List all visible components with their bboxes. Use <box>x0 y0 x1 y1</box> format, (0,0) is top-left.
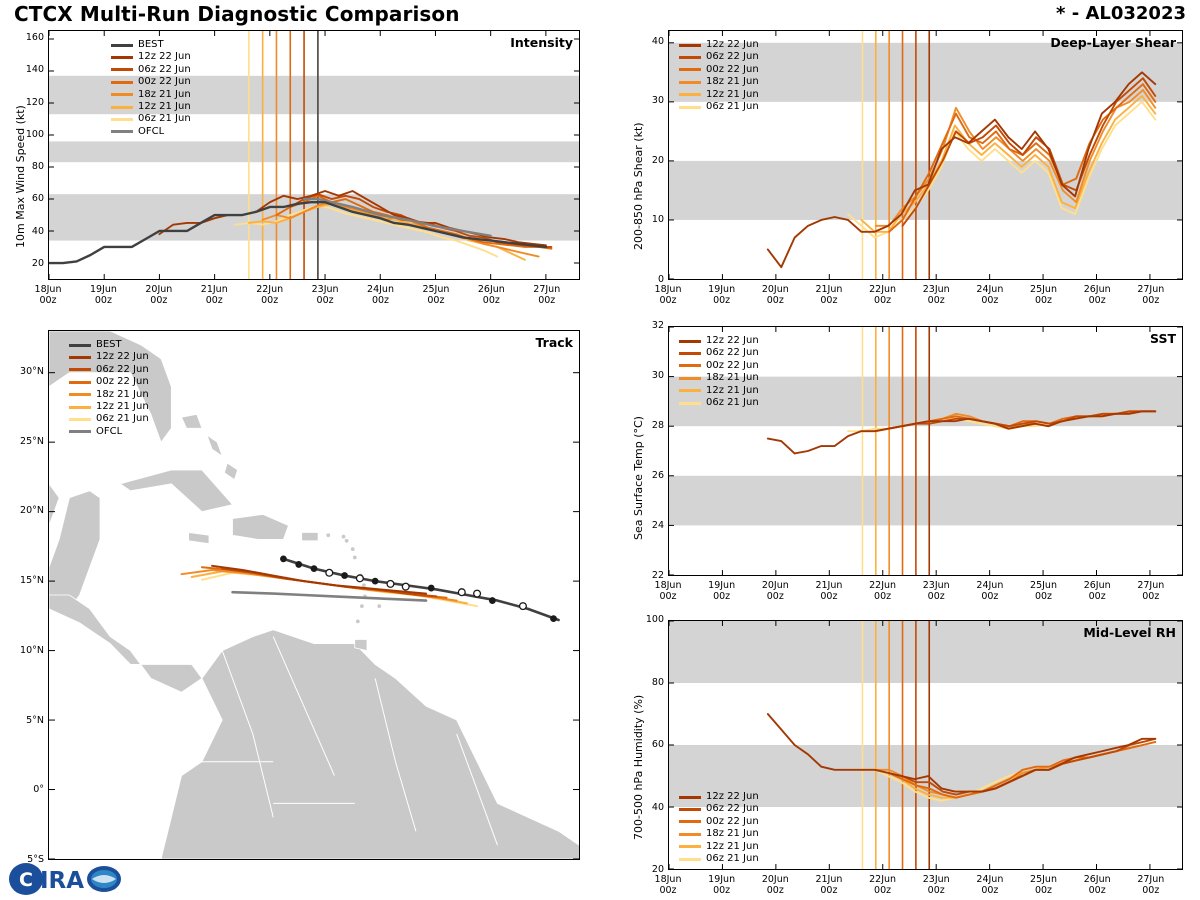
legend-label: 06z 21 Jun <box>706 100 759 112</box>
x-tick-label <box>913 874 959 896</box>
x-tick-date: 20Jun <box>145 284 173 295</box>
x-tick-date: 24Jun <box>367 284 394 295</box>
x-tick-hour: 00z <box>820 885 838 896</box>
x-tick-hour: 00z <box>927 885 945 896</box>
x-tick-label <box>967 874 1013 896</box>
x-tick-label <box>699 284 745 306</box>
x-tick-label <box>1021 874 1067 896</box>
x-tick-hour: 00z <box>1034 885 1053 896</box>
x-tick-date: 22Jun <box>869 580 897 591</box>
x-tick-label <box>468 284 514 306</box>
legend-swatch <box>111 56 133 59</box>
x-tick-hour: 00z <box>874 885 892 896</box>
legend-item-06z-21-jun <box>679 853 759 865</box>
x-tick-label <box>413 284 459 306</box>
x-tick-date: 21Jun <box>200 284 228 295</box>
x-tick-hour: 00z <box>316 295 334 306</box>
x-tick-date: 19Jun <box>708 580 736 591</box>
x-tick-date: 25Jun <box>1030 580 1057 591</box>
legend-label: 06z 21 Jun <box>138 113 191 125</box>
x-tick-label <box>80 284 126 306</box>
x-tick-hour: 00z <box>1142 295 1160 306</box>
legend-item-ofcl <box>69 426 149 438</box>
legend-label: 06z 21 Jun <box>706 852 759 864</box>
legend-swatch <box>111 93 133 96</box>
y-tick-label: 28 <box>651 420 664 431</box>
legend-label: 12z 22 Jun <box>706 791 759 802</box>
legend-swatch <box>69 406 91 409</box>
track-panel <box>48 330 580 860</box>
legend-label: 18z 21 Jun <box>138 88 191 100</box>
x-tick-date: 20Jun <box>761 284 789 295</box>
x-tick-date: 18Jun <box>654 284 682 295</box>
x-tick-hour: 00z <box>820 295 838 306</box>
legend-item-06z-22-jun <box>69 364 149 376</box>
legend-swatch <box>69 418 91 421</box>
legend-swatch <box>111 106 133 109</box>
x-tick-hour: 00z <box>820 591 838 602</box>
y-tick-label: 5°S <box>27 854 44 865</box>
legend-swatch <box>679 44 701 47</box>
legend-swatch <box>679 364 701 367</box>
x-tick-date: 19Jun <box>89 284 117 295</box>
x-tick-label <box>1074 580 1120 602</box>
legend-item-12z-21-jun <box>111 101 191 113</box>
legend-label: 12z 22 Jun <box>706 39 759 50</box>
x-tick-label <box>806 874 852 896</box>
x-tick-label <box>806 284 852 306</box>
x-tick-label <box>1021 580 1067 602</box>
x-tick-hour: 00z <box>205 295 223 306</box>
legend-label: 06z 22 Jun <box>706 347 759 359</box>
legend-label: 12z 21 Jun <box>706 840 759 852</box>
legend-swatch <box>69 344 91 347</box>
legend-item-18z-21-jun <box>679 828 759 840</box>
sst-panel <box>668 326 1183 576</box>
x-tick-label <box>25 284 71 306</box>
legend-item-00z-22-jun <box>69 376 149 388</box>
intensity-y-axis-label: 10m Max Wind Speed (kt) <box>14 105 27 248</box>
legend-swatch <box>111 68 133 71</box>
legend-label: 12z 21 Jun <box>138 100 191 112</box>
x-tick-label <box>967 284 1013 306</box>
x-tick-hour: 00z <box>1142 591 1160 602</box>
y-tick-label: 22 <box>651 570 664 581</box>
legend-item-18z-21-jun <box>679 372 759 384</box>
legend-label: 00z 22 Jun <box>706 815 759 827</box>
x-tick-date: 19Jun <box>708 874 736 885</box>
y-tick-label: 15°N <box>20 575 44 587</box>
legend-item-06z-22-jun <box>679 347 759 359</box>
legend-swatch <box>111 81 133 84</box>
x-tick-date: 26Jun <box>477 284 505 295</box>
legend-item-best <box>111 39 191 51</box>
legend-swatch <box>679 352 701 355</box>
legend-item-00z-22-jun <box>679 360 759 372</box>
legend-label: 18z 21 Jun <box>96 388 149 400</box>
legend-swatch <box>111 44 133 47</box>
x-tick-hour: 00z <box>659 591 677 602</box>
legend-item-06z-22-jun <box>679 51 759 63</box>
legend-label: OFCL <box>138 125 165 137</box>
x-tick-date: 21Jun <box>815 580 843 591</box>
intensity-legend <box>111 39 191 138</box>
y-tick-label: 40 <box>651 35 664 47</box>
legend-swatch <box>111 118 133 121</box>
legend-swatch <box>679 858 701 861</box>
x-tick-date: 18Jun <box>34 284 62 295</box>
y-tick-label: 100 <box>25 128 44 140</box>
y-tick-label: 30 <box>651 95 664 107</box>
x-tick-label <box>1128 874 1174 896</box>
y-tick-label: 140 <box>25 64 44 76</box>
legend-item-18z-21-jun <box>111 89 191 101</box>
y-tick-label: 20 <box>651 154 664 166</box>
x-tick-hour: 00z <box>766 591 784 602</box>
x-tick-label <box>860 874 906 896</box>
x-tick-label <box>247 284 293 306</box>
sst-y-axis-label: Sea Surface Temp (°C) <box>632 416 645 540</box>
shear-panel <box>668 30 1183 280</box>
legend-item-06z-21-jun <box>111 113 191 125</box>
x-tick-hour: 00z <box>766 295 784 306</box>
svg-text:C: C <box>19 869 33 891</box>
x-tick-hour: 00z <box>659 295 677 306</box>
x-tick-label <box>860 580 906 602</box>
x-tick-date: 26Jun <box>1083 874 1111 885</box>
legend-item-ofcl <box>111 126 191 138</box>
legend-swatch <box>679 68 701 71</box>
x-tick-hour: 00z <box>766 885 784 896</box>
x-tick-label <box>302 284 348 306</box>
x-tick-hour: 00z <box>981 295 999 306</box>
x-tick-label <box>524 284 570 306</box>
x-tick-date: 27Jun <box>533 284 561 295</box>
legend-swatch <box>679 389 701 392</box>
x-tick-date: 23Jun <box>922 284 950 295</box>
sst-panel-title: SST <box>1150 331 1176 346</box>
x-tick-date: 23Jun <box>311 284 339 295</box>
legend-item-18z-21-jun <box>69 389 149 401</box>
y-tick-label: 10°N <box>20 644 44 656</box>
x-tick-date: 24Jun <box>976 284 1004 295</box>
legend-label: OFCL <box>96 425 123 437</box>
x-tick-date: 18Jun <box>654 874 682 885</box>
legend-swatch <box>679 377 701 380</box>
legend-label: 06z 22 Jun <box>706 51 759 63</box>
x-tick-label <box>752 874 798 896</box>
legend-label: BEST <box>96 339 122 350</box>
x-tick-date: 25Jun <box>422 284 450 295</box>
x-tick-hour: 00z <box>927 591 945 602</box>
x-tick-date: 25Jun <box>1030 874 1057 885</box>
x-tick-label <box>645 284 691 306</box>
shear-legend <box>679 39 759 113</box>
x-tick-date: 18Jun <box>654 580 682 591</box>
legend-label: 06z 22 Jun <box>706 803 759 815</box>
legend-item-12z-21-jun <box>69 401 149 413</box>
x-tick-hour: 00z <box>482 295 500 306</box>
x-tick-date: 27Jun <box>1137 580 1165 591</box>
y-tick-label: 24 <box>651 520 664 531</box>
legend-swatch <box>69 393 91 396</box>
legend-label: 06z 22 Jun <box>96 363 149 375</box>
legend-item-best <box>69 339 149 351</box>
legend-item-06z-22-jun <box>111 64 191 76</box>
y-tick-label: 100 <box>645 614 664 625</box>
x-tick-date: 24Jun <box>976 874 1004 885</box>
x-tick-date: 22Jun <box>869 874 897 885</box>
x-tick-label <box>860 284 906 306</box>
x-tick-hour: 00z <box>981 591 999 602</box>
x-tick-hour: 00z <box>713 591 731 602</box>
y-tick-label: 20 <box>651 864 664 875</box>
x-tick-label <box>699 580 745 602</box>
legend-label: 18z 21 Jun <box>706 828 759 840</box>
legend-label: 12z 22 Jun <box>138 51 191 63</box>
intensity-panel <box>48 30 580 280</box>
x-tick-date: 20Jun <box>761 580 789 591</box>
legend-item-12z-21-jun <box>679 89 759 101</box>
legend-label: 12z 22 Jun <box>706 335 759 346</box>
legend-label: BEST <box>138 39 164 50</box>
x-tick-hour: 00z <box>1088 885 1106 896</box>
y-tick-label: 5°N <box>26 714 44 726</box>
legend-item-06z-22-jun <box>679 803 759 815</box>
legend-swatch <box>679 796 701 799</box>
x-tick-hour: 00z <box>39 295 57 306</box>
x-tick-label <box>191 284 237 306</box>
legend-swatch <box>69 356 91 359</box>
x-tick-label <box>699 874 745 896</box>
x-tick-hour: 00z <box>1034 591 1053 602</box>
legend-swatch <box>679 820 701 823</box>
legend-label: 18z 21 Jun <box>706 76 759 88</box>
legend-label: 06z 21 Jun <box>96 413 149 425</box>
x-tick-label <box>806 580 852 602</box>
legend-item-18z-21-jun <box>679 76 759 88</box>
x-tick-label <box>645 580 691 602</box>
svg-text:IRA: IRA <box>39 868 85 894</box>
legend-item-12z-21-jun <box>679 841 759 853</box>
x-tick-label <box>1021 284 1067 306</box>
y-tick-label: 0 <box>657 274 664 285</box>
legend-swatch <box>69 430 91 433</box>
x-tick-date: 26Jun <box>1083 580 1111 591</box>
y-tick-label: 20°N <box>20 505 44 517</box>
x-tick-label <box>645 874 691 896</box>
legend-label: 00z 22 Jun <box>706 359 759 371</box>
x-tick-label <box>1128 284 1174 306</box>
x-tick-hour: 00z <box>261 295 279 306</box>
y-tick-label: 30 <box>651 370 664 381</box>
x-tick-label <box>913 580 959 602</box>
x-tick-label <box>967 580 1013 602</box>
legend-swatch <box>679 56 701 59</box>
legend-swatch <box>69 368 91 371</box>
rh-legend <box>679 791 759 865</box>
y-tick-label: 26 <box>651 470 664 481</box>
legend-item-06z-21-jun <box>69 413 149 425</box>
legend-label: 12z 22 Jun <box>96 351 149 363</box>
legend-item-06z-21-jun <box>679 397 759 409</box>
x-tick-label <box>1128 580 1174 602</box>
x-tick-hour: 00z <box>659 885 677 896</box>
x-tick-hour: 00z <box>1034 295 1053 306</box>
legend-swatch <box>679 402 701 405</box>
x-tick-label <box>136 284 182 306</box>
legend-swatch <box>679 340 701 343</box>
y-tick-label: 80 <box>651 676 664 688</box>
x-tick-hour: 00z <box>1088 295 1106 306</box>
legend-item-12z-22-jun <box>679 791 759 803</box>
x-tick-hour: 00z <box>927 295 945 306</box>
y-tick-label: 120 <box>25 96 44 108</box>
x-tick-date: 26Jun <box>1083 284 1111 295</box>
x-tick-hour: 00z <box>371 295 390 306</box>
x-tick-date: 19Jun <box>708 284 736 295</box>
x-tick-date: 24Jun <box>976 580 1004 591</box>
x-tick-date: 27Jun <box>1137 284 1165 295</box>
legend-item-12z-22-jun <box>679 39 759 51</box>
legend-label: 00z 22 Jun <box>138 76 191 88</box>
y-tick-label: 32 <box>651 320 664 331</box>
x-tick-hour: 00z <box>538 295 556 306</box>
x-tick-date: 27Jun <box>1137 874 1165 885</box>
legend-label: 18z 21 Jun <box>706 372 759 384</box>
y-tick-label: 0° <box>33 784 44 796</box>
rh-panel <box>668 620 1183 870</box>
y-tick-label: 20 <box>31 257 44 269</box>
y-tick-label: 160 <box>25 32 44 44</box>
legend-item-12z-21-jun <box>679 385 759 397</box>
legend-swatch <box>679 833 701 836</box>
x-tick-label <box>752 580 798 602</box>
y-tick-label: 40 <box>31 225 44 237</box>
x-tick-hour: 00z <box>874 295 892 306</box>
x-tick-label <box>752 284 798 306</box>
x-tick-date: 21Jun <box>815 284 843 295</box>
legend-item-06z-21-jun <box>679 101 759 113</box>
legend-swatch <box>679 93 701 96</box>
x-tick-date: 23Jun <box>922 580 950 591</box>
legend-swatch <box>111 130 133 133</box>
x-tick-label <box>1074 284 1120 306</box>
legend-label: 06z 21 Jun <box>706 396 759 408</box>
x-tick-hour: 00z <box>427 295 445 306</box>
legend-label: 12z 21 Jun <box>96 400 149 412</box>
legend-item-12z-22-jun <box>679 335 759 347</box>
y-tick-label: 10 <box>651 214 664 226</box>
x-tick-label <box>913 284 959 306</box>
x-tick-date: 23Jun <box>922 874 950 885</box>
x-tick-date: 21Jun <box>815 874 843 885</box>
cira-logo <box>8 862 128 896</box>
x-tick-label <box>1074 874 1120 896</box>
x-tick-date: 22Jun <box>256 284 284 295</box>
track-legend <box>69 339 149 438</box>
shear-panel-title: Deep-Layer Shear <box>1050 35 1176 50</box>
legend-swatch <box>679 81 701 84</box>
x-tick-date: 20Jun <box>761 874 789 885</box>
legend-swatch <box>69 381 91 384</box>
x-tick-hour: 00z <box>874 591 892 602</box>
legend-label: 12z 21 Jun <box>706 384 759 396</box>
legend-item-00z-22-jun <box>679 64 759 76</box>
y-tick-label: 60 <box>31 193 44 205</box>
x-tick-hour: 00z <box>713 295 731 306</box>
legend-swatch <box>679 845 701 848</box>
legend-swatch <box>679 808 701 811</box>
x-tick-date: 22Jun <box>869 284 897 295</box>
y-tick-label: 80 <box>31 161 44 173</box>
shear-y-axis-label: 200-850 hPa Shear (kt) <box>632 122 645 250</box>
x-tick-hour: 00z <box>94 295 112 306</box>
x-tick-label <box>358 284 404 306</box>
legend-swatch <box>679 106 701 109</box>
legend-item-00z-22-jun <box>679 816 759 828</box>
x-tick-hour: 00z <box>1088 591 1106 602</box>
rh-panel-title: Mid-Level RH <box>1083 625 1176 640</box>
legend-label: 00z 22 Jun <box>706 63 759 75</box>
legend-label: 00z 22 Jun <box>96 376 149 388</box>
legend-item-12z-22-jun <box>69 351 149 363</box>
legend-item-00z-22-jun <box>111 76 191 88</box>
x-tick-date: 25Jun <box>1030 284 1057 295</box>
y-tick-label: 30°N <box>20 365 44 377</box>
legend-label: 12z 21 Jun <box>706 88 759 100</box>
rh-y-axis-label: 700-500 hPa Humidity (%) <box>632 694 645 840</box>
storm-id-label: * - AL032023 <box>1056 3 1186 24</box>
intensity-panel-title: Intensity <box>510 35 573 50</box>
legend-label: 06z 22 Jun <box>138 63 191 75</box>
x-tick-hour: 00z <box>1142 885 1160 896</box>
sst-legend <box>679 335 759 409</box>
x-tick-hour: 00z <box>713 885 731 896</box>
page-title: CTCX Multi-Run Diagnostic Comparison <box>14 2 460 26</box>
x-tick-hour: 00z <box>981 885 999 896</box>
legend-item-12z-22-jun <box>111 51 191 63</box>
y-tick-label: 40 <box>651 801 664 813</box>
y-tick-label: 60 <box>651 739 664 750</box>
track-panel-title: Track <box>535 335 573 350</box>
y-tick-label: 25°N <box>20 435 44 447</box>
x-tick-hour: 00z <box>150 295 168 306</box>
